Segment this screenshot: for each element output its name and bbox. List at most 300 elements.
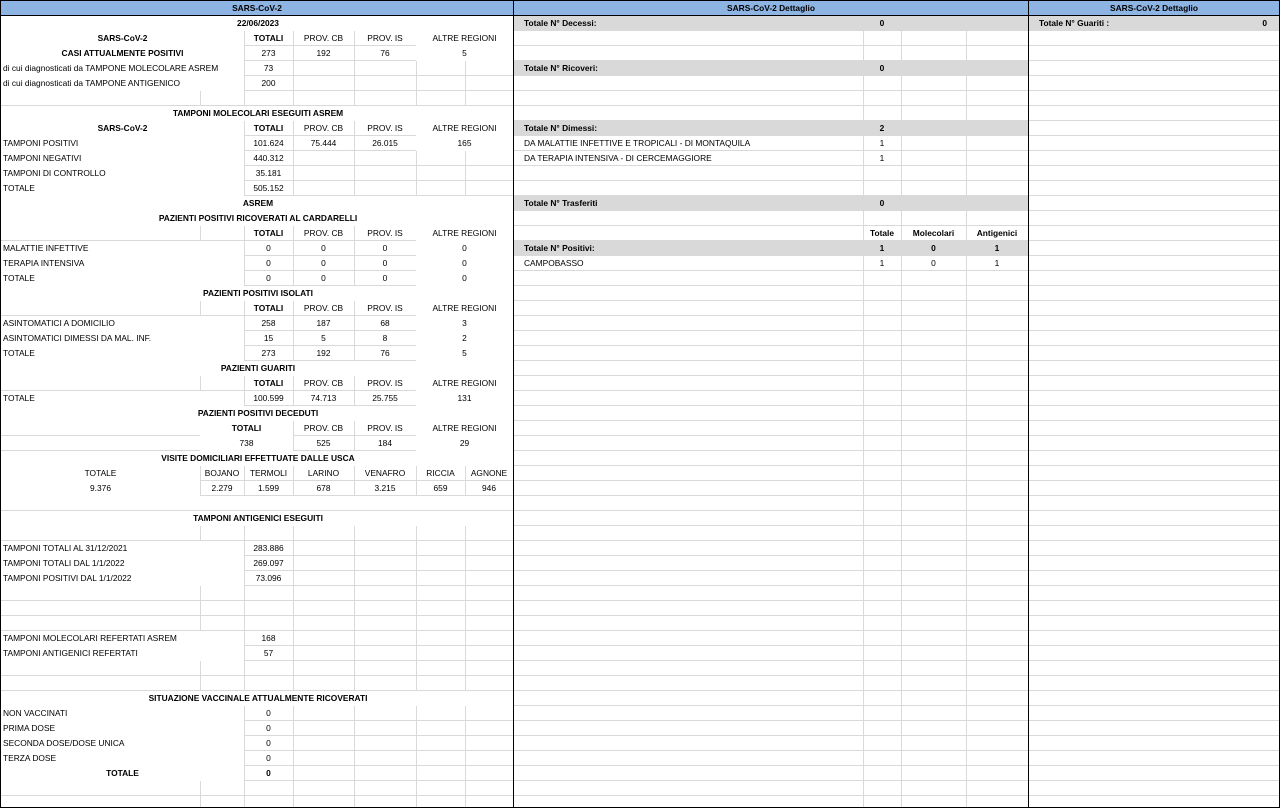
table-row[interactable] xyxy=(1,196,513,211)
empty-row[interactable] xyxy=(1029,46,1279,61)
empty-row[interactable] xyxy=(514,736,1028,751)
cell: 273 xyxy=(261,348,276,358)
empty-row[interactable] xyxy=(514,721,1028,736)
section-title: ASREM xyxy=(1,196,514,211)
cell: 74.713 xyxy=(310,393,337,403)
cell: 738 xyxy=(200,436,293,451)
empty-row[interactable] xyxy=(1029,481,1279,496)
empty-row[interactable] xyxy=(1029,151,1279,166)
empty-row[interactable] xyxy=(1029,271,1279,286)
table-row[interactable] xyxy=(1,571,513,586)
section-title: PAZIENTI POSITIVI ISOLATI xyxy=(1,286,514,301)
row-label: TAMPONI TOTALI AL 31/12/2021 xyxy=(1,541,244,556)
cell: 29 xyxy=(416,436,513,451)
cell: 5 xyxy=(321,333,326,343)
table-row[interactable] xyxy=(1,151,513,166)
cell: 0 xyxy=(266,258,271,268)
empty-row[interactable] xyxy=(514,706,1028,721)
section-title: PAZIENTI POSITIVI DECEDUTI xyxy=(1,406,514,421)
col-header: TOTALI xyxy=(253,123,284,133)
empty-row[interactable] xyxy=(1,781,513,796)
panel-dettaglio-1 xyxy=(513,0,1029,808)
cell: 1 xyxy=(994,258,1000,268)
table-row[interactable] xyxy=(1,346,513,361)
row-label: CAMPOBASSO xyxy=(524,258,584,268)
empty-row[interactable] xyxy=(1,676,513,691)
row-label: TAMPONI DI CONTROLLO xyxy=(1,166,244,181)
panel-header: SARS-CoV-2 Dettaglio xyxy=(1029,1,1279,16)
cell: 73 xyxy=(263,63,274,73)
col-header: Totale xyxy=(869,228,895,238)
table-row[interactable] xyxy=(514,226,1028,241)
table-row[interactable] xyxy=(1,376,513,391)
section-title: TAMPONI ANTIGENICI ESEGUITI xyxy=(1,511,514,526)
section-title: VISITE DOMICILIARI EFFETTUATE DALLE USCA xyxy=(1,451,514,466)
table-row[interactable] xyxy=(1,511,513,526)
empty-row[interactable] xyxy=(1029,766,1279,781)
cell: 0 xyxy=(266,243,271,253)
empty-row[interactable] xyxy=(514,406,1028,421)
table-row[interactable] xyxy=(1,211,513,226)
col-header: PROV. IS xyxy=(367,228,403,238)
cell: 0 xyxy=(879,198,885,208)
empty-row[interactable] xyxy=(514,571,1028,586)
empty-row[interactable] xyxy=(1,616,513,631)
table-row[interactable] xyxy=(514,256,1028,271)
empty-row[interactable] xyxy=(514,331,1028,346)
col-header: Antigenici xyxy=(976,228,1018,238)
table-row[interactable] xyxy=(1,46,513,61)
row-label: TAMPONI POSITIVI DAL 1/1/2022 xyxy=(1,571,244,586)
cell: 184 xyxy=(378,438,392,448)
cell: 1 xyxy=(879,153,885,163)
table-row[interactable] xyxy=(1,706,513,721)
empty-row[interactable] xyxy=(1029,796,1279,808)
empty-row[interactable] xyxy=(1029,286,1279,301)
row-label: Totale N° Trasferiti xyxy=(524,198,598,208)
empty-row[interactable] xyxy=(1029,661,1279,676)
row-label: TAMPONI ANTIGENICI REFERTATI xyxy=(1,646,244,661)
table-row[interactable] xyxy=(1,361,513,376)
table-row[interactable] xyxy=(1,466,513,481)
cell: 200 xyxy=(261,78,276,88)
table-row[interactable] xyxy=(1,106,513,121)
empty-row[interactable] xyxy=(514,166,1028,181)
panel-header: SARS-CoV-2 Dettaglio xyxy=(514,1,1028,16)
col-header: RICCIA xyxy=(426,468,455,478)
col-header: TERMOLI xyxy=(249,468,288,478)
cell: 258 xyxy=(261,318,276,328)
cell: 1 xyxy=(994,243,1000,253)
row-label: NON VACCINATI xyxy=(1,706,244,721)
col-header: PROV. CB xyxy=(303,303,344,313)
table-row[interactable] xyxy=(1,61,513,76)
cell: 187 xyxy=(316,318,331,328)
date-row[interactable] xyxy=(1,16,513,31)
empty-row[interactable] xyxy=(1029,316,1279,331)
row-label: TOTALE xyxy=(1,766,244,781)
section-title: SITUAZIONE VACCINALE ATTUALMENTE RICOVERATI xyxy=(1,691,514,706)
empty-row[interactable] xyxy=(514,646,1028,661)
empty-row[interactable] xyxy=(1029,526,1279,541)
empty-row[interactable] xyxy=(514,586,1028,601)
empty-row[interactable] xyxy=(1,796,513,808)
empty-row[interactable] xyxy=(514,766,1028,781)
empty-row[interactable] xyxy=(514,541,1028,556)
table-row[interactable] xyxy=(1,421,513,436)
empty-row[interactable] xyxy=(1029,436,1279,451)
row-label: ASINTOMATICI DIMESSI DA MAL. INF. xyxy=(1,331,244,346)
empty-row[interactable] xyxy=(514,616,1028,631)
empty-row[interactable] xyxy=(1029,451,1279,466)
cell: 946 xyxy=(482,483,496,493)
empty-row[interactable] xyxy=(1029,91,1279,106)
row-label: di cui diagnosticati da TAMPONE ANTIGENICO xyxy=(1,76,244,91)
empty-row[interactable] xyxy=(1029,256,1279,271)
col-header: SARS-CoV-2 xyxy=(1,121,244,136)
cell: 0 xyxy=(266,273,271,283)
empty-row[interactable] xyxy=(514,391,1028,406)
empty-row[interactable] xyxy=(514,211,1028,226)
cell: 76 xyxy=(380,348,390,358)
table-row[interactable] xyxy=(1029,16,1279,31)
table-row[interactable] xyxy=(1,631,513,646)
row-label: PRIMA DOSE xyxy=(1,721,244,736)
col-header: VENAFRO xyxy=(364,468,406,478)
empty-row[interactable] xyxy=(1029,691,1279,706)
section-title: CASI ATTUALMENTE POSITIVI xyxy=(1,46,244,61)
empty-row[interactable] xyxy=(514,601,1028,616)
empty-row[interactable] xyxy=(1,91,513,106)
cell: 0 xyxy=(321,273,326,283)
empty-row[interactable] xyxy=(1029,541,1279,556)
cell: 0 xyxy=(931,258,936,268)
empty-row[interactable] xyxy=(1029,226,1279,241)
table-row[interactable] xyxy=(1,436,513,451)
cell: 2 xyxy=(879,123,885,133)
cell: 678 xyxy=(316,483,331,493)
cell: 3 xyxy=(416,316,513,331)
cell: 9.376 xyxy=(1,481,200,496)
empty-row[interactable] xyxy=(1029,406,1279,421)
table-row[interactable] xyxy=(514,61,1028,76)
col-header: ALTRE REGIONI xyxy=(416,376,513,391)
table-row[interactable] xyxy=(514,241,1028,256)
table-row[interactable] xyxy=(1,226,513,241)
empty-row[interactable] xyxy=(514,526,1028,541)
cell: 101.624 xyxy=(253,138,284,148)
cell: 0 xyxy=(382,273,388,283)
empty-row[interactable] xyxy=(1029,616,1279,631)
empty-row[interactable] xyxy=(514,781,1028,796)
col-header: PROV. CB xyxy=(303,423,344,433)
row-label: TOTALE xyxy=(1,391,244,406)
empty-row[interactable] xyxy=(514,676,1028,691)
empty-row[interactable] xyxy=(1029,466,1279,481)
empty-row[interactable] xyxy=(514,451,1028,466)
empty-row[interactable] xyxy=(1,661,513,676)
col-header: TOTALI xyxy=(253,228,284,238)
table-row[interactable] xyxy=(1,406,513,421)
empty-row[interactable] xyxy=(1029,241,1279,256)
col-header: PROV. CB xyxy=(303,33,344,43)
empty-row[interactable] xyxy=(514,301,1028,316)
table-row[interactable] xyxy=(1,241,513,256)
col-header: PROV. IS xyxy=(367,378,403,388)
table-row[interactable] xyxy=(1,451,513,466)
empty-row[interactable] xyxy=(514,376,1028,391)
cell: 269.097 xyxy=(253,558,284,568)
empty-row[interactable] xyxy=(514,181,1028,196)
table-row[interactable] xyxy=(1,256,513,271)
col-header: PROV. IS xyxy=(367,423,403,433)
table-row[interactable] xyxy=(1,181,513,196)
cell: 15 xyxy=(263,333,274,343)
cell: 0 xyxy=(321,258,326,268)
cell: 2 xyxy=(416,331,513,346)
empty-row[interactable] xyxy=(1029,676,1279,691)
table-row[interactable] xyxy=(514,196,1028,211)
empty-row[interactable] xyxy=(514,481,1028,496)
cell: 0 xyxy=(416,271,513,286)
cell: 440.312 xyxy=(253,153,284,163)
table-row[interactable] xyxy=(1,286,513,301)
cell: 131 xyxy=(416,391,513,406)
cell: 273 xyxy=(261,48,276,58)
empty-row[interactable] xyxy=(1029,331,1279,346)
empty-row[interactable] xyxy=(1029,721,1279,736)
table-row[interactable] xyxy=(1,316,513,331)
empty-row[interactable] xyxy=(1029,106,1279,121)
empty-row[interactable] xyxy=(1029,631,1279,646)
empty-row[interactable] xyxy=(514,631,1028,646)
cell: 0 xyxy=(382,258,388,268)
empty-row[interactable] xyxy=(514,556,1028,571)
panel-header: SARS-CoV-2 xyxy=(1,1,513,16)
empty-row[interactable] xyxy=(514,511,1028,526)
cell: 2.279 xyxy=(211,483,233,493)
section-title: PAZIENTI POSITIVI RICOVERATI AL CARDARELLI xyxy=(1,211,514,226)
col-header: LARINO xyxy=(307,468,340,478)
table-row[interactable] xyxy=(1,751,513,766)
cell: 3.215 xyxy=(374,483,396,493)
empty-row[interactable] xyxy=(514,496,1028,511)
empty-row[interactable] xyxy=(1,526,513,541)
empty-row[interactable] xyxy=(514,76,1028,91)
empty-row[interactable] xyxy=(514,31,1028,46)
row-label: TAMPONI NEGATIVI xyxy=(1,151,244,166)
row-label: TOTALE xyxy=(1,346,244,361)
col-header: AGNONE xyxy=(470,468,508,478)
empty-row[interactable] xyxy=(1029,496,1279,511)
table-row[interactable] xyxy=(1,736,513,751)
empty-row[interactable] xyxy=(1029,781,1279,796)
cell: 0 xyxy=(879,18,885,28)
empty-row[interactable] xyxy=(1,496,513,511)
cell: 76 xyxy=(380,48,390,58)
empty-row[interactable] xyxy=(1029,586,1279,601)
cell: 0 xyxy=(266,768,271,778)
cell: 100.599 xyxy=(253,393,284,403)
empty-row[interactable] xyxy=(514,271,1028,286)
empty-row[interactable] xyxy=(514,46,1028,61)
cell: 0 xyxy=(266,723,271,733)
row-label: DA MALATTIE INFETTIVE E TROPICALI - DI MONTAQUILA xyxy=(524,138,751,148)
row-label: TERZA DOSE xyxy=(1,751,244,766)
table-row[interactable] xyxy=(1,121,513,136)
empty-row[interactable] xyxy=(1029,706,1279,721)
col-header: TOTALE xyxy=(1,466,200,481)
empty-row[interactable] xyxy=(1029,211,1279,226)
empty-row[interactable] xyxy=(514,106,1028,121)
row-label: Totale N° Guariti : xyxy=(1039,18,1110,28)
col-header: ALTRE REGIONI xyxy=(416,31,513,46)
empty-row[interactable] xyxy=(514,421,1028,436)
empty-row[interactable] xyxy=(514,796,1028,808)
row-label: SECONDA DOSE/DOSE UNICA xyxy=(1,736,244,751)
cell: 8 xyxy=(382,333,388,343)
table-row[interactable] xyxy=(1,166,513,181)
empty-row[interactable] xyxy=(1029,601,1279,616)
row-label: Totale N° Dimessi: xyxy=(524,123,598,133)
empty-row[interactable] xyxy=(514,661,1028,676)
empty-row[interactable] xyxy=(1029,571,1279,586)
empty-row[interactable] xyxy=(1029,376,1279,391)
empty-row[interactable] xyxy=(1029,421,1279,436)
col-header: BOJANO xyxy=(204,468,240,478)
row-label: TAMPONI POSITIVI xyxy=(1,136,244,151)
col-header: PROV. CB xyxy=(303,378,344,388)
cell: 283.886 xyxy=(253,543,284,553)
empty-row[interactable] xyxy=(1029,76,1279,91)
empty-row[interactable] xyxy=(1029,511,1279,526)
panel-sars-cov-2 xyxy=(0,0,514,808)
row-label: TAMPONI TOTALI DAL 1/1/2022 xyxy=(1,556,244,571)
cell: 0 xyxy=(321,243,326,253)
cell: 1 xyxy=(879,138,885,148)
row-label: ASINTOMATICI A DOMICILIO xyxy=(1,316,244,331)
cell: 5 xyxy=(416,346,513,361)
table-row[interactable] xyxy=(514,151,1028,166)
row-label: Totale N° Ricoveri: xyxy=(524,63,598,73)
empty-row[interactable] xyxy=(1029,166,1279,181)
cell: 0 xyxy=(416,256,513,271)
empty-row[interactable] xyxy=(1029,61,1279,76)
cell: 75.444 xyxy=(310,138,337,148)
row-label: TOTALE xyxy=(1,271,244,286)
cell: 168 xyxy=(261,633,276,643)
cell: 0 xyxy=(1262,18,1267,28)
empty-row[interactable] xyxy=(1029,121,1279,136)
table-row[interactable] xyxy=(1,76,513,91)
cell: 73.096 xyxy=(255,573,282,583)
row-label: DA TERAPIA INTENSIVA - DI CERCEMAGGIORE xyxy=(524,153,712,163)
empty-row[interactable] xyxy=(514,691,1028,706)
empty-row[interactable] xyxy=(514,436,1028,451)
col-header: TOTALI xyxy=(253,303,284,313)
empty-row[interactable] xyxy=(514,91,1028,106)
table-row[interactable] xyxy=(1,271,513,286)
empty-row[interactable] xyxy=(1029,556,1279,571)
section-title: TAMPONI MOLECOLARI ESEGUITI ASREM xyxy=(1,106,514,121)
panel-dettaglio-2 xyxy=(1028,0,1280,808)
table-row[interactable] xyxy=(1,391,513,406)
table-row[interactable] xyxy=(1,541,513,556)
col-header: SARS-CoV-2 xyxy=(1,31,244,46)
cell: 0 xyxy=(416,241,513,256)
empty-row[interactable] xyxy=(1029,31,1279,46)
table-row[interactable] xyxy=(1,556,513,571)
empty-row[interactable] xyxy=(1029,136,1279,151)
empty-row[interactable] xyxy=(514,286,1028,301)
cell: 0 xyxy=(382,243,388,253)
table-row[interactable] xyxy=(1,721,513,736)
row-label: TOTALE xyxy=(1,181,244,196)
empty-row[interactable] xyxy=(1,601,513,616)
empty-row[interactable] xyxy=(1029,736,1279,751)
empty-row[interactable] xyxy=(1029,196,1279,211)
cell: 1.599 xyxy=(258,483,279,493)
cell: 26.015 xyxy=(372,138,398,148)
empty-row[interactable] xyxy=(514,316,1028,331)
table-row[interactable] xyxy=(1,331,513,346)
cell: 35.181 xyxy=(255,168,282,178)
empty-row[interactable] xyxy=(1,586,513,601)
empty-row[interactable] xyxy=(514,346,1028,361)
cell: 1 xyxy=(879,243,885,253)
table-row[interactable] xyxy=(514,16,1028,31)
col-header: ALTRE REGIONI xyxy=(416,121,513,136)
cell: 192 xyxy=(316,348,331,358)
cell: 659 xyxy=(433,483,448,493)
table-row[interactable] xyxy=(1,691,513,706)
cell: 505.152 xyxy=(253,183,284,193)
col-header: PROV. CB xyxy=(303,228,344,238)
cell: 165 xyxy=(416,136,513,151)
report-date: 22/06/2023 xyxy=(1,16,514,31)
col-header: TOTALI xyxy=(253,378,284,388)
cell: 0 xyxy=(266,753,271,763)
table-row[interactable] xyxy=(1,481,513,496)
table-row[interactable] xyxy=(1,136,513,151)
empty-row[interactable] xyxy=(1029,181,1279,196)
table-row[interactable] xyxy=(1,646,513,661)
empty-row[interactable] xyxy=(1029,301,1279,316)
empty-row[interactable] xyxy=(1029,391,1279,406)
col-header: PROV. IS xyxy=(367,123,403,133)
empty-row[interactable] xyxy=(514,361,1028,376)
table-row[interactable] xyxy=(1,766,513,781)
col-header: TOTALI xyxy=(200,421,293,436)
empty-row[interactable] xyxy=(1029,361,1279,376)
empty-row[interactable] xyxy=(514,751,1028,766)
empty-row[interactable] xyxy=(1029,346,1279,361)
empty-row[interactable] xyxy=(514,466,1028,481)
table-row[interactable] xyxy=(1,301,513,316)
table-row[interactable] xyxy=(1,31,513,46)
table-row[interactable] xyxy=(514,136,1028,151)
row-label: Totale N° Decessi: xyxy=(524,18,597,28)
cell: 25.755 xyxy=(372,393,398,403)
empty-row[interactable] xyxy=(1029,751,1279,766)
cell: 68 xyxy=(380,318,390,328)
cell: 525 xyxy=(316,438,331,448)
table-row[interactable] xyxy=(514,121,1028,136)
col-header: ALTRE REGIONI xyxy=(416,226,513,241)
empty-row[interactable] xyxy=(1029,646,1279,661)
cell: 0 xyxy=(266,708,271,718)
col-header: ALTRE REGIONI xyxy=(416,301,513,316)
